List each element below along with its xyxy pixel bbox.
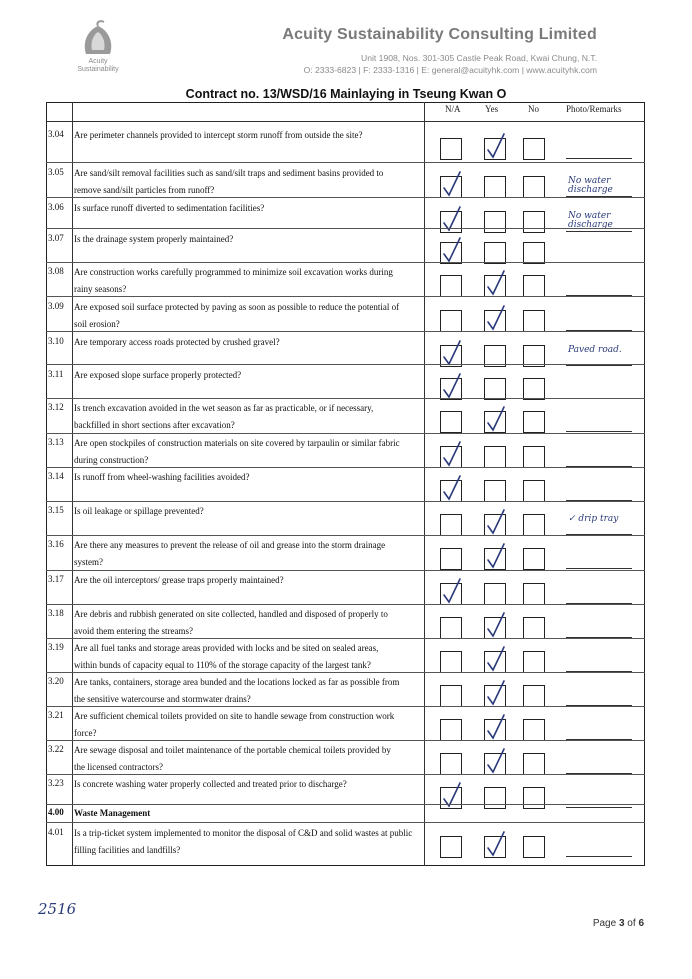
page-number xyxy=(593,918,644,929)
row-divider xyxy=(46,467,645,468)
checkbox-na[interactable] xyxy=(440,310,462,332)
row-divider xyxy=(46,638,645,639)
question-line-2: the sensitive watercourse and stormwater drains? xyxy=(74,694,251,704)
logo-mark-icon xyxy=(78,20,118,58)
page-prefix: Page xyxy=(592,918,619,929)
question-text xyxy=(74,165,424,199)
checkbox-na[interactable] xyxy=(440,514,462,536)
question-line-1: Is a trip-ticket system implemented to monitor the disposal of C&D and solid wastes at public xyxy=(74,828,413,838)
row-divider xyxy=(46,604,645,605)
row-number: 3.15 xyxy=(48,505,64,515)
check-mark-icon xyxy=(482,542,512,572)
question-text xyxy=(74,742,424,776)
checkbox-no[interactable] xyxy=(523,411,545,433)
question-line-1: Are sewage disposal and toilet maintenance of the portable chemical toilets provided by xyxy=(74,745,391,755)
checkbox-no[interactable] xyxy=(523,548,545,570)
question-text xyxy=(74,400,424,434)
check-mark-icon xyxy=(482,304,512,334)
question-text xyxy=(74,299,424,333)
question-line-1: Are exposed soil surface protected by paving as soon as possible to reduce the potential of xyxy=(74,302,400,312)
company-name: Acuity Sustainability Consulting Limited xyxy=(282,26,597,43)
number-column-divider xyxy=(72,102,73,866)
question-text xyxy=(74,825,424,859)
row-divider xyxy=(46,398,645,399)
row-number: 3.18 xyxy=(48,608,64,618)
question-text xyxy=(74,367,424,384)
question-text xyxy=(74,435,424,469)
question-line-1: Are sufficient chemical toilets provided on site to handle sewage from construction work xyxy=(74,711,395,721)
handwritten-number: 2516 xyxy=(38,900,77,918)
check-mark-icon xyxy=(482,611,512,641)
question-text xyxy=(74,674,424,708)
question-text xyxy=(74,469,424,486)
question-line-1: Are open stockpiles of construction materials on site covered by tarpaulin or similar fabric xyxy=(74,438,400,448)
checkbox-no[interactable] xyxy=(523,753,545,775)
check-mark-icon xyxy=(438,577,468,607)
checkbox-no[interactable] xyxy=(523,176,545,198)
checkbox-no[interactable] xyxy=(523,138,545,160)
checkbox-no[interactable] xyxy=(523,446,545,468)
checkbox-no[interactable] xyxy=(523,242,545,264)
checkbox-na[interactable] xyxy=(440,753,462,775)
remarks-line xyxy=(566,807,632,808)
remarks-line xyxy=(566,431,632,432)
remarks-line xyxy=(566,856,632,857)
question-column-divider xyxy=(424,102,425,866)
header-divider xyxy=(46,121,645,122)
question-line-1: Are debris and rubbish generated on site collected, handled and disposed of properly to xyxy=(74,609,388,619)
section-number: 4.00 xyxy=(48,807,64,817)
row-divider xyxy=(46,228,645,229)
checkbox-yes[interactable] xyxy=(484,242,506,264)
check-mark-icon xyxy=(482,405,512,435)
row-divider xyxy=(46,822,645,823)
remarks-line xyxy=(566,231,632,232)
checkbox-no[interactable] xyxy=(523,378,545,400)
row-number: 3.23 xyxy=(48,778,64,788)
checkbox-na[interactable] xyxy=(440,548,462,570)
check-mark-icon xyxy=(438,474,468,504)
question-line-1: Is oil leakage or spillage prevented? xyxy=(74,506,204,516)
row-divider xyxy=(46,197,645,198)
check-mark-icon xyxy=(482,132,512,162)
checkbox-na[interactable] xyxy=(440,651,462,673)
question-text xyxy=(74,503,424,520)
checkbox-yes[interactable] xyxy=(484,176,506,198)
check-mark-icon xyxy=(482,508,512,538)
question-line-2: the licensed contractors? xyxy=(74,762,163,772)
check-mark-icon xyxy=(482,830,512,860)
question-line-2: during construction? xyxy=(74,455,149,465)
checkbox-na[interactable] xyxy=(440,836,462,858)
checkbox-na[interactable] xyxy=(440,138,462,160)
row-number: 3.17 xyxy=(48,574,64,584)
checkbox-no[interactable] xyxy=(523,583,545,605)
question-line-2: backfilled in short sections after excavation? xyxy=(74,420,235,430)
question-line-2: rainy seasons? xyxy=(74,284,127,294)
question-text xyxy=(74,776,424,793)
column-header-yes: Yes xyxy=(485,104,499,114)
question-line-1: Is the drainage system properly maintained? xyxy=(74,234,234,244)
row-number: 3.16 xyxy=(48,539,64,549)
checkbox-na[interactable] xyxy=(440,411,462,433)
question-text xyxy=(74,606,424,640)
page-total: 6 xyxy=(638,918,644,929)
question-line-1: Is concrete washing water properly collected and treated prior to discharge? xyxy=(74,779,347,789)
checkbox-no[interactable] xyxy=(523,651,545,673)
checkbox-yes[interactable] xyxy=(484,446,506,468)
checkbox-no[interactable] xyxy=(523,836,545,858)
check-mark-icon xyxy=(482,747,512,777)
row-number: 3.10 xyxy=(48,336,64,346)
question-line-1: Are exposed slope surface properly protected? xyxy=(74,370,242,380)
question-line-2: within bunds of capacity equal to 110% of the storage capacity of the largest tank? xyxy=(74,660,371,670)
check-mark-icon xyxy=(482,269,512,299)
question-text xyxy=(74,200,424,217)
row-divider xyxy=(46,740,645,741)
row-divider xyxy=(46,262,645,263)
row-number: 3.07 xyxy=(48,233,64,243)
checkbox-na[interactable] xyxy=(440,617,462,639)
contract-title: Contract no. 13/WSD/16 Mainlaying in Tseung Kwan O xyxy=(185,87,507,101)
row-divider xyxy=(46,570,645,571)
question-text xyxy=(74,231,424,248)
row-divider xyxy=(46,501,645,502)
checkbox-na[interactable] xyxy=(440,275,462,297)
question-line-1: Are tanks, containers, storage area bunded and the locations locked as far as possible from xyxy=(74,677,400,687)
address-line-1: Unit 1908, Nos. 301-305 Castle Peak Road, Kwai Chung, N.T. xyxy=(361,53,597,63)
row-number: 3.08 xyxy=(48,266,64,276)
row-number: 3.06 xyxy=(48,202,64,212)
section-title: Waste Management xyxy=(74,808,151,818)
handwritten-remark: ✓ drip tray xyxy=(568,514,619,524)
question-line-2: soil erosion? xyxy=(74,319,120,329)
row-divider xyxy=(46,433,645,434)
question-text xyxy=(74,572,424,589)
row-divider xyxy=(46,535,645,536)
check-mark-icon xyxy=(438,205,468,235)
question-line-1: Is trench excavation avoided in the wet season as far as practicable, or if necessary, xyxy=(74,403,374,413)
row-number: 3.11 xyxy=(48,369,64,379)
handwritten-remark: Paved road. xyxy=(568,345,622,355)
question-line-1: Are the oil interceptors/ grease traps properly maintained? xyxy=(74,575,284,585)
question-line-1: Is surface runoff diverted to sedimentation facilities? xyxy=(74,203,265,213)
address-line-2: O: 2333-6823 | F: 2333-1316 | E: general@acuityhk.com | www.acuityhk.com xyxy=(303,65,597,75)
row-number: 3.19 xyxy=(48,642,64,652)
question-line-1: Are all fuel tanks and storage areas provided with locks and be sited on sealed areas, xyxy=(74,643,379,653)
checkbox-no[interactable] xyxy=(523,211,545,233)
question-text xyxy=(74,708,424,742)
checkbox-na[interactable] xyxy=(440,685,462,707)
row-divider xyxy=(46,364,645,365)
question-line-1: Are sand/silt removal facilities such as sand/silt traps and sediment basins provided to xyxy=(74,168,384,178)
row-number: 3.13 xyxy=(48,437,64,447)
row-divider xyxy=(46,296,645,297)
question-line-2: avoid them entering the streams? xyxy=(74,626,193,636)
row-number: 3.09 xyxy=(48,301,64,311)
check-mark-icon xyxy=(482,713,512,743)
checkbox-no[interactable] xyxy=(523,310,545,332)
row-divider xyxy=(46,331,645,332)
row-number: 4.01 xyxy=(48,827,64,837)
check-mark-icon xyxy=(438,781,468,811)
column-header-na: N/A xyxy=(445,104,461,114)
company-address xyxy=(304,52,597,76)
row-number: 3.22 xyxy=(48,744,64,754)
row-divider xyxy=(46,706,645,707)
logo-text: Acuity xyxy=(88,58,108,65)
logo-subtext: Sustainability xyxy=(77,66,119,73)
row-number: 3.05 xyxy=(48,167,64,177)
checkbox-no[interactable] xyxy=(523,617,545,639)
check-mark-icon xyxy=(438,170,468,200)
checkbox-no[interactable] xyxy=(523,685,545,707)
question-line-1: Is runoff from wheel-washing facilities avoided? xyxy=(74,472,250,482)
checkbox-no[interactable] xyxy=(523,787,545,809)
question-line-1: Are there any measures to prevent the release of oil and grease into the storm drainage xyxy=(74,540,386,550)
remarks-line xyxy=(566,365,632,366)
question-text xyxy=(74,537,424,571)
check-mark-icon xyxy=(438,440,468,470)
checkbox-no[interactable] xyxy=(523,514,545,536)
remarks-line xyxy=(566,158,632,159)
question-line-2: remove sand/silt particles from runoff? xyxy=(74,185,215,195)
checkbox-no[interactable] xyxy=(523,275,545,297)
question-line-2: filling facilities and landfills? xyxy=(74,845,181,855)
question-text xyxy=(74,127,424,144)
question-text xyxy=(74,264,424,298)
page-current: 3 xyxy=(618,918,625,929)
checkbox-yes[interactable] xyxy=(484,378,506,400)
question-text xyxy=(74,640,424,674)
column-header-no: No xyxy=(528,104,539,114)
handwritten-remark: No water discharge xyxy=(568,211,613,230)
checkbox-yes[interactable] xyxy=(484,211,506,233)
column-header-remarks: Photo/Remarks xyxy=(566,104,622,114)
checkbox-yes[interactable] xyxy=(484,787,506,809)
checkbox-no[interactable] xyxy=(523,480,545,502)
check-mark-icon xyxy=(482,645,512,675)
question-text xyxy=(74,334,424,351)
row-number: 3.21 xyxy=(48,710,64,720)
question-line-2: system? xyxy=(74,557,103,567)
row-number: 3.12 xyxy=(48,402,64,412)
page-of: of xyxy=(624,918,639,929)
row-number: 3.04 xyxy=(48,129,64,139)
row-divider xyxy=(46,672,645,673)
handwritten-remark: No water discharge xyxy=(568,176,613,195)
row-number: 3.14 xyxy=(48,471,64,481)
question-line-2: force? xyxy=(74,728,97,738)
checkbox-no[interactable] xyxy=(523,719,545,741)
row-divider xyxy=(46,774,645,775)
question-line-1: Are perimeter channels provided to intercept storm runoff from outside the site? xyxy=(74,130,363,140)
row-divider xyxy=(46,162,645,163)
question-line-1: Are construction works carefully programmed to minimize soil excavation works during xyxy=(74,267,393,277)
checkbox-yes[interactable] xyxy=(484,583,506,605)
remarks-line xyxy=(566,568,632,569)
row-number: 3.20 xyxy=(48,676,64,686)
checkbox-na[interactable] xyxy=(440,719,462,741)
checkbox-yes[interactable] xyxy=(484,480,506,502)
check-mark-icon xyxy=(482,679,512,709)
question-line-1: Are temporary access roads protected by crushed gravel? xyxy=(74,337,280,347)
company-logo xyxy=(66,20,130,80)
